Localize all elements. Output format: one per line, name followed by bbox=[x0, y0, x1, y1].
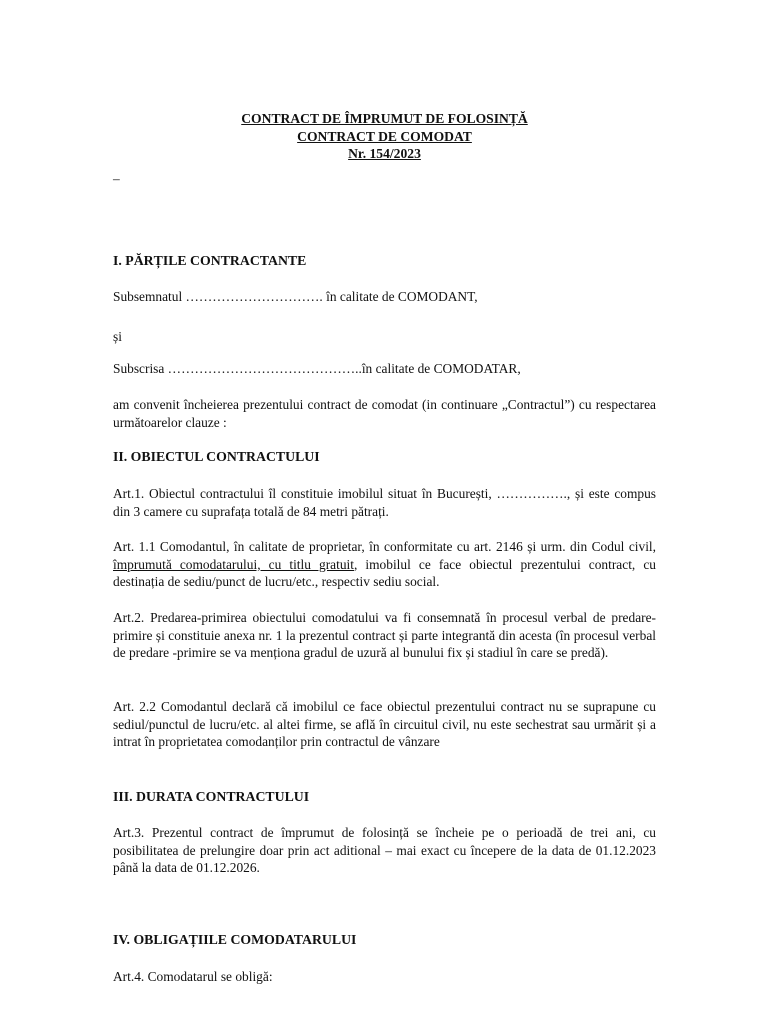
section-4-heading: IV. OBLIGAȚIILE COMODATARULUI bbox=[113, 932, 357, 947]
contract-title bbox=[113, 110, 656, 163]
art-1-1-underlined-text: împrumută comodatarului, cu titlu gratuit bbox=[113, 556, 354, 572]
art-2-2-paragraph: Art. 2.2 Comodantul declară că imobilul ce face obiectul prezentului contract nu se suprapune cu sediul/punctul de lucru/etc. al altei firme, se află în circuitul civil, nu este sechestrat sau urmărit și a intrat în proprietatea comodanților prin contractul de vânzare bbox=[113, 699, 656, 750]
section-2-heading: II. OBIECTUL CONTRACTULUI bbox=[113, 449, 320, 464]
title-line-2: CONTRACT DE COMODAT bbox=[297, 128, 472, 144]
document-page bbox=[113, 0, 656, 1024]
art-4-line: Art.4. Comodatarul se obligă: bbox=[113, 969, 273, 984]
art-1-1-text-end: , imobilul ce face obiectul prezentului contract, cu destinația de sediu/punct de lucru/etc., respectiv sediu social. bbox=[113, 556, 656, 590]
dash-mark: – bbox=[113, 171, 120, 186]
si-line: și bbox=[113, 329, 122, 344]
agreement-paragraph: am convenit încheierea prezentului contract de comodat (in continuare „Contractul”) cu respectarea următoarelor clauze : bbox=[113, 397, 656, 430]
section-3-heading: III. DURATA CONTRACTULUI bbox=[113, 789, 310, 804]
comodatar-line: Subscrisa ……………………………………..în calitate de COMODATAR, bbox=[113, 361, 521, 376]
art-1-paragraph: Art.1. Obiectul contractului îl constituie imobilul situat în București, ……………., și este compus din 3 camere cu suprafața totală de 84 metri pătrați. bbox=[113, 486, 656, 519]
title-line-3: Nr. 154/2023 bbox=[348, 146, 421, 161]
comodant-line: Subsemnatul …………………………. în calitate de COMODANT, bbox=[113, 289, 478, 304]
section-1-heading: I. PĂRȚILE CONTRACTANTE bbox=[113, 253, 307, 268]
title-line-1: CONTRACT DE ÎMPRUMUT DE FOLOSINȚĂ bbox=[241, 111, 528, 126]
art-1-1-paragraph bbox=[113, 538, 656, 591]
art-3-paragraph: Art.3. Prezentul contract de împrumut de folosință se încheie pe o perioadă de trei ani, cu posibilitatea de prelungire doar prin act aditional – mai exact cu începere de la data de 01.12.2023 până la data de 01.12.2026. bbox=[113, 825, 656, 876]
art-1-1-text-start: Art. 1.1 Comodantul, în calitate de proprietar, în conformitate cu art. 2146 și urm. din Codul civil, bbox=[113, 539, 656, 554]
art-2-paragraph: Art.2. Predarea-primirea obiectului comodatului va fi consemnată în procesul verbal de predare-primire și constituie anexa nr. 1 la prezentul contract și parte integrantă din acesta (în procesul verbal de predare -primire se va menționa gradul de uzură al bunului fix și stadiul în care se predă). bbox=[113, 610, 656, 661]
